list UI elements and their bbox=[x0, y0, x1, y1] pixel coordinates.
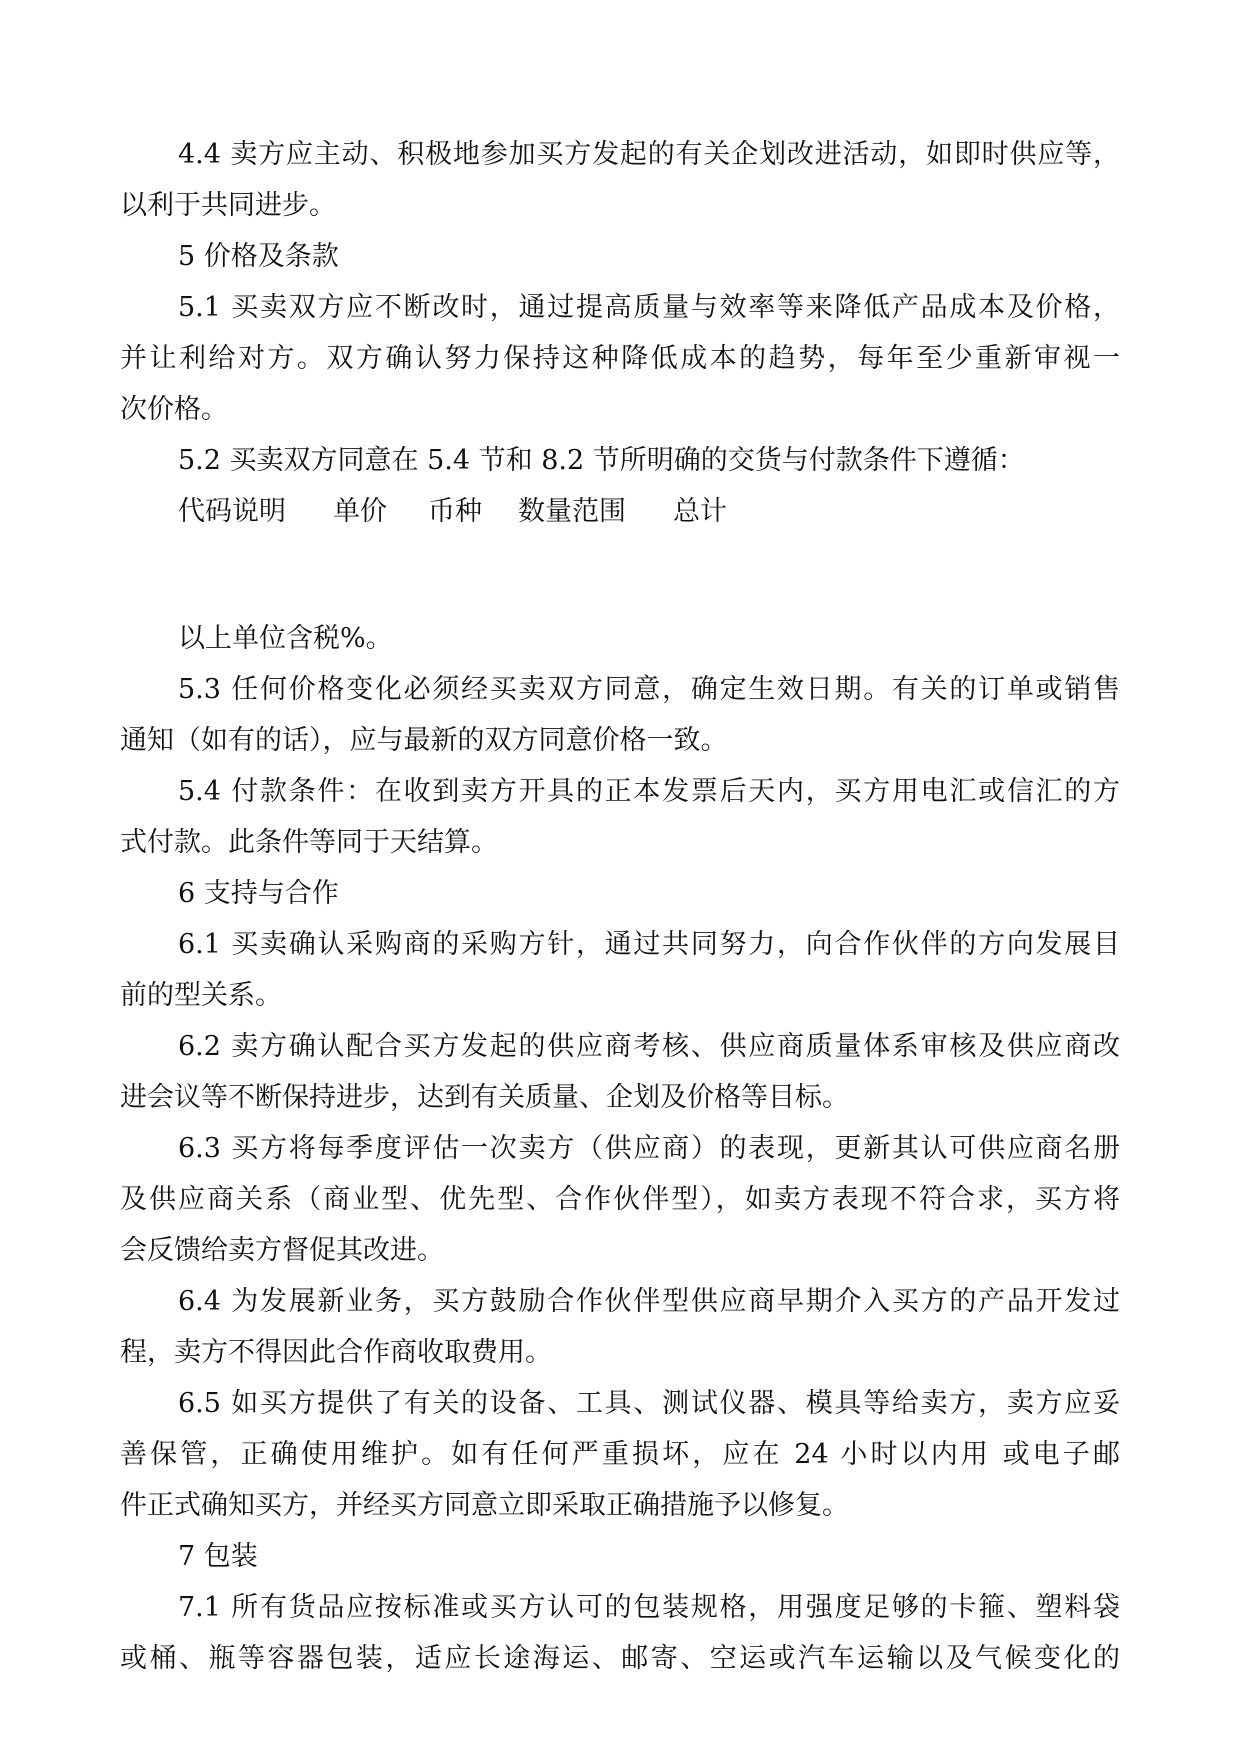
price-table-header-currency: 币种 bbox=[428, 496, 482, 527]
paragraph-5-1-line-1: 5.1 买卖双方应不断改时，通过提高质量与效率等来降低产品成本及价格， bbox=[178, 292, 1120, 323]
section-6-heading: 6 支持与合作 bbox=[178, 878, 339, 909]
paragraph-5-1-line-3: 次价格。 bbox=[120, 394, 228, 425]
paragraph-5-1-line-2: 并让利给对方。双方确认努力保持这种降低成本的趋势，每年至少重新审视一 bbox=[120, 343, 1120, 374]
price-table-header-total: 总计 bbox=[673, 496, 727, 527]
paragraph-6-4-line-1: 6.4 为发展新业务，买方鼓励合作伙伴型供应商早期介入买方的产品开发过 bbox=[178, 1286, 1120, 1317]
paragraph-6-3-line-3: 会反馈给卖方督促其改进。 bbox=[120, 1235, 444, 1266]
paragraph-4-4-line-2: 以利于共同进步。 bbox=[120, 190, 336, 221]
paragraph-5-4-line-2: 式付款。此条件等同于天结算。 bbox=[120, 827, 498, 858]
section-5-heading: 5 价格及条款 bbox=[178, 241, 339, 272]
paragraph-5-3-line-1: 5.3 任何价格变化必须经买卖双方同意，确定生效日期。有关的订单或销售 bbox=[178, 674, 1120, 705]
paragraph-6-2-line-2: 进会议等不断保持进步，达到有关质量、企划及价格等目标。 bbox=[120, 1082, 849, 1113]
price-table-header-unit-price: 单价 bbox=[333, 496, 387, 527]
paragraph-5-2: 5.2 买卖双方同意在 5.4 节和 8.2 节所明确的交货与付款条件下遵循： bbox=[178, 445, 1025, 476]
paragraph-6-5-line-3: 件正式确知买方，并经买方同意立即采取正确措施予以修复。 bbox=[120, 1490, 849, 1521]
paragraph-6-3-line-2: 及供应商关系（商业型、优先型、合作伙伴型），如卖方表现不符合求，买方将 bbox=[120, 1184, 1120, 1215]
tax-note: 以上单位含税%。 bbox=[178, 623, 393, 654]
paragraph-6-5-line-1: 6.5 如买方提供了有关的设备、工具、测试仪器、模具等给卖方，卖方应妥 bbox=[178, 1388, 1120, 1419]
paragraph-6-1-line-1: 6.1 买卖确认采购商的采购方针，通过共同努力，向合作伙伴的方向发展目 bbox=[178, 929, 1120, 960]
paragraph-6-5-line-2: 善保管，正确使用维护。如有任何严重损坏，应在 24 小时以内用 或电子邮 bbox=[120, 1439, 1120, 1470]
section-7-heading: 7 包装 bbox=[178, 1541, 258, 1572]
paragraph-5-4-line-1: 5.4 付款条件：在收到卖方开具的正本发票后天内，买方用电汇或信汇的方 bbox=[178, 776, 1120, 807]
price-table-header-quantity-range: 数量范围 bbox=[518, 496, 626, 527]
paragraph-6-1-line-2: 前的型关系。 bbox=[120, 980, 282, 1011]
price-table-header-code: 代码说明 bbox=[178, 496, 286, 527]
paragraph-5-3-line-2: 通知（如有的话），应与最新的双方同意价格一致。 bbox=[120, 725, 728, 756]
price-table-header bbox=[178, 492, 878, 532]
paragraph-6-4-line-2: 程，卖方不得因此合作商收取费用。 bbox=[120, 1337, 552, 1368]
paragraph-4-4-line-1: 4.4 卖方应主动、积极地参加买方发起的有关企划改进活动，如即时供应等， bbox=[178, 139, 1120, 170]
paragraph-7-1-line-2: 或桶、瓶等容器包装，适应长途海运、邮寄、空运或汽车运输以及气候变化的 bbox=[120, 1643, 1120, 1674]
paragraph-7-1-line-1: 7.1 所有货品应按标准或买方认可的包装规格，用强度足够的卡箍、塑料袋 bbox=[178, 1592, 1120, 1623]
paragraph-6-3-line-1: 6.3 买方将每季度评估一次卖方（供应商）的表现，更新其认可供应商名册 bbox=[178, 1133, 1120, 1164]
paragraph-6-2-line-1: 6.2 卖方确认配合买方发起的供应商考核、供应商质量体系审核及供应商改 bbox=[178, 1031, 1120, 1062]
